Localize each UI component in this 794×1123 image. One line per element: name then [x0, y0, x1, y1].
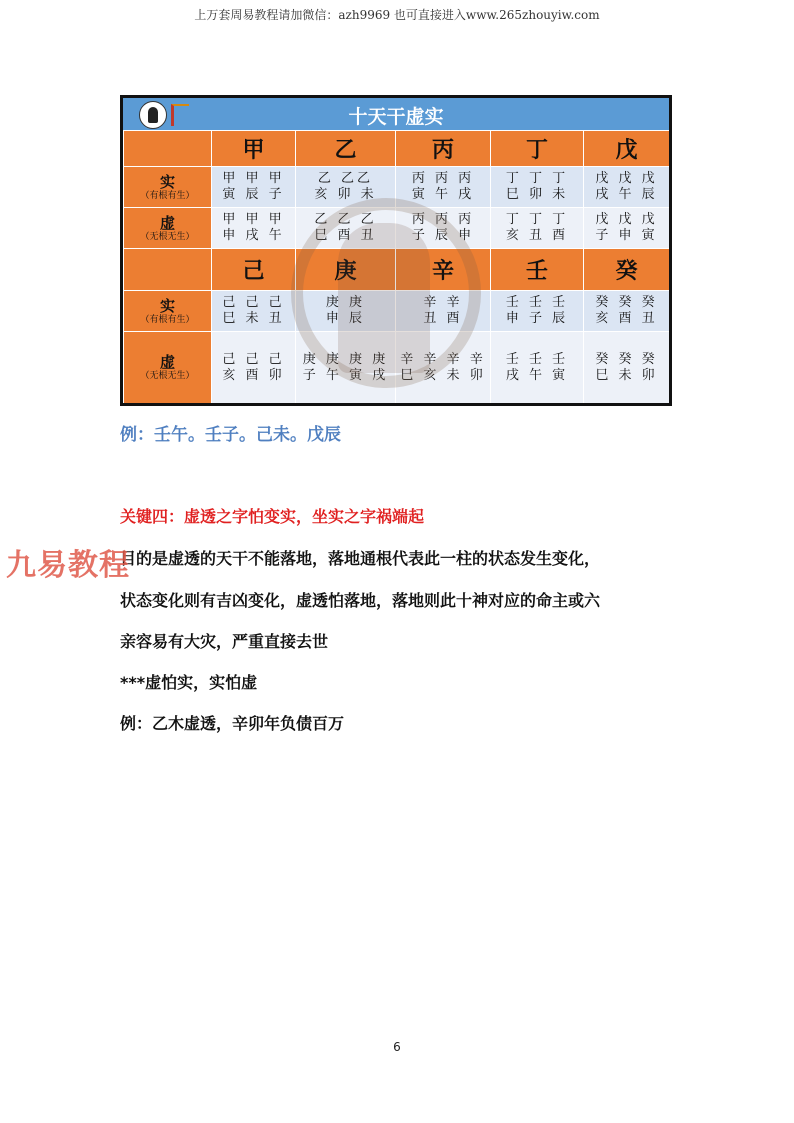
- real-row-label: 实 （有根有生）: [124, 167, 212, 208]
- stem-header: 辛: [396, 249, 491, 291]
- figure-title: 十天干虚实: [348, 106, 444, 128]
- pillar-cell: 辛 辛 辛 辛 巳 亥 未 卯: [396, 332, 491, 404]
- header-line: 上万套周易教程请加微信：azh9969 也可直接进入www.265zhouyiw.com: [194, 8, 600, 22]
- pillar-cell: 庚 庚 申 辰: [296, 291, 396, 332]
- body-line: 目的是虚透的天干不能落地，落地通根代表此一柱的状态发生变化，: [120, 549, 601, 568]
- pillar-cell: 癸 癸 癸 亥 酉 丑: [584, 291, 670, 332]
- pillar-cell: 丁 丁 丁 亥 丑 酉: [491, 208, 584, 249]
- pillar-cell: 壬 壬 壬 戌 午 寅: [491, 332, 584, 404]
- stem-header: 甲: [212, 131, 296, 167]
- bottom-real-row: [124, 291, 670, 332]
- pillar-cell: 庚 庚 庚 庚 子 午 寅 戌: [296, 332, 396, 404]
- void-row-label: 虚 （无根无生）: [124, 332, 212, 404]
- stem-header: 庚: [296, 249, 396, 291]
- corner-cell: [124, 131, 212, 167]
- pillar-cell: 辛 辛 丑 酉: [396, 291, 491, 332]
- pillar-cell: 己 己 己 亥 酉 卯: [212, 332, 296, 404]
- stem-header: 戊: [584, 131, 670, 167]
- corner-cell: [124, 249, 212, 291]
- pillar-cell: 癸 癸 癸 巳 未 卯: [584, 332, 670, 404]
- stem-header: 壬: [491, 249, 584, 291]
- top-stem-header-row: [124, 131, 670, 167]
- stem-header: 丁: [491, 131, 584, 167]
- bottom-stem-header-row: [124, 249, 670, 291]
- stem-header: 丙: [396, 131, 491, 167]
- brand-watermark: 九易教程: [6, 548, 130, 583]
- body-line: ***虚怕实，实怕虚: [120, 673, 258, 692]
- pillar-cell: 乙 乙乙 亥 卯 未: [296, 167, 396, 208]
- pillar-cell: 丙 丙 丙 子 辰 申: [396, 208, 491, 249]
- stem-table-figure: [120, 95, 672, 406]
- stem-header: 己: [212, 249, 296, 291]
- pillar-cell: 甲 甲 甲 寅 辰 子: [212, 167, 296, 208]
- bottom-void-row: [124, 332, 670, 404]
- pillar-cell: 丙 丙 丙 寅 午 戌: [396, 167, 491, 208]
- stem-header: 癸: [584, 249, 670, 291]
- body-line: 亲容易有大灾，严重直接去世: [120, 632, 329, 651]
- real-row-label: 实 （有根有生）: [124, 291, 212, 332]
- void-row-label: 虚 （无根无生）: [124, 208, 212, 249]
- figure-title-bar: [123, 98, 669, 130]
- pillar-cell: 乙 乙 乙 巳 酉 丑: [296, 208, 396, 249]
- stems-grid: [123, 130, 669, 403]
- pillar-cell: 戊 戊 戊 子 申 寅: [584, 208, 670, 249]
- example-line: 例：壬午。壬子。己未。戊辰: [120, 425, 341, 445]
- page-number: 6: [393, 1040, 401, 1054]
- pillar-cell: 甲 甲 甲 申 戌 午: [212, 208, 296, 249]
- pillar-cell: 壬 壬 壬 申 子 辰: [491, 291, 584, 332]
- pillar-cell: 戊 戊 戊 戌 午 辰: [584, 167, 670, 208]
- body-line: 例：乙木虚透，辛卯年负债百万: [120, 714, 345, 733]
- pillar-cell: 己 己 己 巳 未 丑: [212, 291, 296, 332]
- pillar-cell: 丁 丁 丁 巳 卯 未: [491, 167, 584, 208]
- top-real-row: [124, 167, 670, 208]
- stem-header: 乙: [296, 131, 396, 167]
- body-line: 状态变化则有吉凶变化，虚透怕落地，落地则此十神对应的命主或六: [120, 591, 601, 610]
- key-point-heading: 关键四：虚透之字怕变实，坐实之字祸端起: [120, 507, 425, 526]
- top-void-row: [124, 208, 670, 249]
